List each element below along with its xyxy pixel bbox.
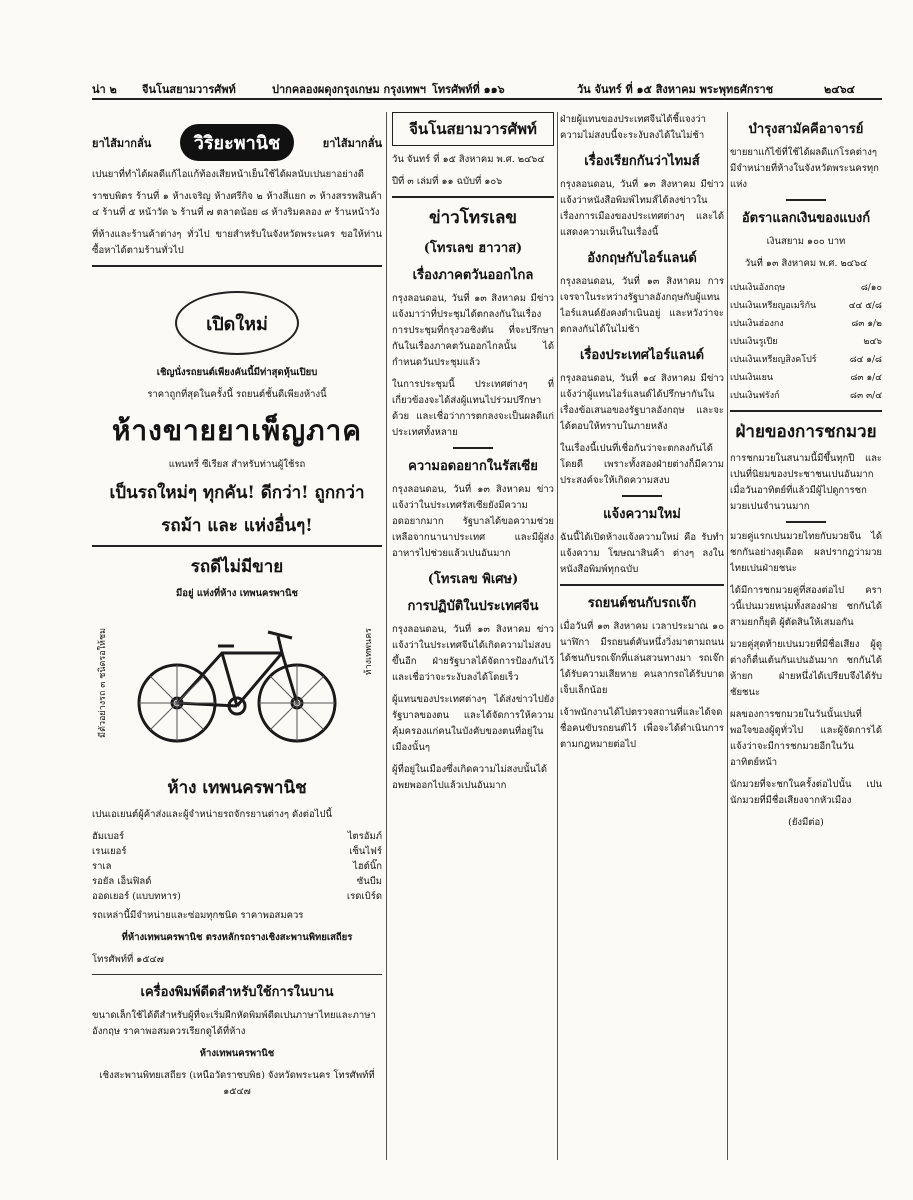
rate-value: ๘๓ ๑/๒ — [851, 319, 882, 329]
divider — [622, 495, 662, 497]
rate-label: เปนเงินเหรียญอเมริกัน — [730, 301, 817, 311]
rate-label: เปนเงินอังกฤษ — [730, 283, 786, 293]
store-desc: เปนเอเยนต์ผู้ค้าส่งและผู้จำหน่ายรถจักรยานต่างๆ ดังต่อไปนี้ — [92, 809, 332, 820]
divider — [392, 196, 554, 198]
article-heading: อังกฤษกับไอร์แลนด์ — [587, 251, 697, 266]
store-address: ที่ห้างเทพนครพานิช ตรงหลักรถรางเชิงสะพานพิทยเสถียร — [121, 932, 353, 943]
rate-row — [730, 332, 882, 350]
masthead-date: วัน จันทร์ ที่ ๑๕ สิงหาคม พ.ศ. ๒๔๖๔ — [392, 154, 545, 165]
open-badge: เปิดใหม่ — [175, 291, 299, 355]
shop-name: ห้างขายยาเพ็ญภาค — [111, 414, 363, 447]
brand-name: ไตรอัมภ์ — [347, 831, 382, 842]
article-text: กรุงลอนดอน, วันที่ ๑๓ สิงหาคม ข่าวแจ้งว่าในประเทศจีนได้เกิดความไม่สงบขึ้นอีก ฝ่ายรัฐบาลได้จัดการป้องกันไว้ และเชื่อว่าจะระงับลงได้โดยเร็ว — [392, 624, 554, 683]
article-text: มวยคู่แรกเปนมวยไทยกับมวยจีน ได้ชกกันอย่างดุเดือด ผลปรากฏว่ามวยไทยเปนฝ่ายชนะ — [730, 531, 882, 574]
slogan-line-2: รถม้า และ แห่งอื่นๆ! — [161, 516, 313, 536]
office-address: ปากคลองผดุงกรุงเกษม กรุงเทพฯ — [272, 83, 426, 96]
article-text: กรุงลอนดอน, วันที่ ๑๓ สิงหาคม มีข่าวแจ้งว่าหนังสือพิมพ์ไทมส์ได้ลงข่าวในเรื่องการเมืองของประเทศต่างๆ และได้แสดงความเห็นในเรื่องนี้ — [560, 179, 724, 238]
brand-name: ออดเยอร์ (แบบทหาร) — [92, 891, 181, 902]
continued-note: (ยังมีต่อ) — [788, 817, 824, 828]
masthead-title: จีนโนสยามวารศัพท์ — [392, 112, 554, 146]
section-subtitle: (โทรเลข ฮาวาส) — [423, 241, 523, 256]
issue-year: ๒๔๖๔ — [824, 83, 855, 96]
masthead-issue: ปีที่ ๓ เล่มที่ ๑๑ ฉบับที่ ๑๐๖ — [392, 176, 503, 187]
section-title: ฝ่ายของการชกมวย — [735, 422, 877, 442]
rate-row — [730, 368, 882, 386]
article-heading: การปฏิบัติในประเทศจีน — [407, 599, 539, 614]
ad-text: ขายยาแก้ไข้ที่ใช้ได้ผลดีแก่โรคต่างๆ มีจำหน่ายที่ห้างในจังหวัดพระนครทุกแห่ง — [730, 147, 879, 190]
page-header — [92, 72, 882, 100]
rate-value: ๘/๑๐ — [860, 283, 882, 293]
brand-name: ฮัมเบอร์ — [92, 831, 125, 842]
brand-row — [92, 874, 382, 889]
brand-name: เรนเยอร์ — [92, 846, 127, 857]
article-heading: เรื่องเรียกกันว่าไทมส์ — [584, 154, 700, 169]
column-divider — [386, 112, 387, 1160]
rates-subtitle: เงินสยาม ๑๐๐ บาท — [766, 236, 846, 247]
rate-row — [730, 386, 882, 404]
article-text: กรุงลอนดอน, วันที่ ๑๓ สิงหาคม การเจรจาในระหว่างรัฐบาลอังกฤษกับผู้แทนไอร์แลนด์ยังคงดำเนินอยู่ และหวังว่าจะตกลงกันได้ในไม่ช้า — [560, 276, 724, 335]
typewriter-text: ขนาดเล็กใช้ได้ดีสำหรับผู้ที่จะเริ่มฝึกหัดพิมพ์ดีดเปนภาษาไทยและภาษาอังกฤษ ราคาพอสมควรเรียกดูได้ที่ห้าง — [92, 1010, 376, 1037]
bike-side-note-left: มีตัวอย่างรถ ๓ ชนิดรอให้ชม — [98, 628, 108, 738]
invite-sub: ราคาถูกที่สุดในครั้งนี้ รถยนต์ชั้นดีเพียงห้างนี้ — [147, 389, 327, 400]
ad-note: ที่ห้างและร้านค้าต่างๆ ทั่วไป ขายสำหรับในจังหวัดพระนคร ขอให้ท่านซื้อหาได้ตามร้านทั่วไป — [92, 229, 382, 256]
article-text: การชกมวยในสนามนี้มีขึ้นทุกปี และเปนที่นิยมของประชาชนเปนอันมาก เมื่อวันอาทิตย์ที่แล้วมีผู้ไปดูการชกมวยเปนจำนวนมาก — [730, 453, 882, 512]
section-title: ข่าวโทรเลข — [428, 208, 518, 228]
brand-name: รอยัล เอ็นฟิลด์ — [92, 876, 152, 887]
bike-ad-title: รถดีไม่มีขาย — [190, 557, 284, 577]
rate-label: เปนเงินฮ่องกง — [730, 319, 784, 329]
typewriter-address: เชิงสะพานพิทยเสถียร (เหนือวัดราชบพิธ) จังหวัดพระนคร โทรศัพท์ที่ ๑๕๔๗ — [99, 1070, 375, 1097]
bike-ad-sub: มีอยู่ แห่งที่ห้าง เทพนครพานิช — [176, 588, 298, 599]
office-phone: โทรศัพท์ที่ ๑๑๖ — [432, 83, 505, 96]
rate-value: ๘๔ ๑/๘ — [849, 355, 882, 365]
article-text: ผู้แทนของประเทศต่างๆ ได้ส่งข่าวไปยังรัฐบาลของตน และได้จัดการให้ความคุ้มครองแก่คนในบังคับของตนที่อยู่ในเมืองนั้นๆ — [392, 694, 554, 753]
article-text: ผู้ที่อยู่ในเมืองซึ่งเกิดความไม่สงบนั้นได้อพยพออกไปแล้วเปนอันมาก — [392, 764, 548, 791]
rate-row — [730, 314, 882, 332]
brand-logo: วิริยะพานิช — [180, 124, 294, 161]
exchange-rate-table — [730, 278, 882, 404]
invite-line: เชิญนั่งรถยนต์เพียงคันนี้มีท่าสุดหุ้นเปิยบ — [156, 367, 318, 378]
news-column-1 — [392, 112, 554, 1160]
article-heading: แจ้งความใหม่ — [603, 507, 681, 522]
rate-label: เปนเงินเยน — [730, 373, 774, 383]
article-text: ฝ่ายผู้แทนของประเทศจีนได้ชี้แจงว่าความไม่สงบนี้จะระงับลงได้ในไม่ช้า — [560, 114, 706, 141]
rate-label: เปนเงินฟรังก์ — [730, 391, 780, 401]
rate-row — [730, 350, 882, 368]
brand-name: เรดเบิร์ด — [346, 891, 382, 902]
article-text: นักมวยที่จะชกในครั้งต่อไปนั้น เปนนักมวยที่มีชื่อเสียงจากหัวเมือง — [730, 779, 882, 806]
brand-row — [92, 889, 382, 904]
ad-agents: ราชบพิตร ร้านที่ ๑ ห้างเจริญ ห้างศรีกิจ ๒ ห้างสี่แยก ๓ ห้างสรรพสินค้า ๔ ร้านที่ ๕ หน้าวัด ๖ ร้านที่ ๗ ตลาดน้อย ๘ ห้างริมคลอง ๙ ร้านหน้าวัง — [92, 191, 382, 218]
article-text: ฉันนี้ได้เปิดห้างแจ้งความใหม่ คือ รับทำแจ้งความ โฆษณาสินค้า ต่างๆ ลงในหนังสือพิมพ์ทุกฉบับ — [560, 532, 724, 575]
article-heading: ความอดอยากในรัสเซีย — [408, 459, 538, 474]
divider — [92, 265, 382, 267]
typewriter-shop: ห้างเทพนครพานิช — [199, 1048, 275, 1059]
store-note: รถเหล่านี้มีจำหน่ายและซ่อมทุกชนิด ราคาพอสมควร — [92, 910, 304, 921]
rates-date: วันที่ ๑๓ สิงหาคม พ.ศ. ๒๔๖๔ — [744, 258, 868, 269]
brand-name: ซันบีม — [356, 876, 382, 887]
rate-value: ๘๓ ๓/๔ — [850, 391, 882, 401]
column-divider — [727, 112, 728, 1160]
article-text: เจ้าพนักงานได้ไปตรวจสถานที่และได้จดชื่อคนขับรถยนต์ไว้ เพื่อจะได้ดำเนินการตามกฎหมายต่อไป — [560, 707, 724, 750]
article-text: กรุงลอนดอน, วันที่ ๑๓ สิงหาคม มีข่าวแจ้งมาว่าที่ประชุมได้ตกลงกันในเรื่องการประชุมที่กรุงวอชิงตัน ที่จะปรึกษากันในเรื่องภาคตวันออกไกลนั้น ได้กำหนดวันประชุมแล้ว — [392, 293, 554, 368]
brand-name: เซ็นไฟร์ — [349, 846, 382, 857]
rate-value: ๒๔๖ — [863, 337, 882, 347]
divider — [786, 199, 826, 201]
article-text: กรุงลอนดอน, วันที่ ๑๓ สิงหาคม ข่าวแจ้งว่าในประเทศรัสเซียยังมีความอดอยากมาก รัฐบาลได้ขอความช่วยเหลือจากนานาประเทศ และมีผู้ส่งอาหารไปช่วยแล้วเปนอันมาก — [392, 484, 554, 559]
brand-name: ไฮต์นิ๊ก — [353, 861, 382, 872]
news-column-2 — [560, 112, 724, 1160]
rate-value: ๘๓ ๑/๔ — [850, 373, 882, 383]
article-heading: รถยนต์ชนกับรถเจ๊ก — [587, 596, 697, 611]
ads-column — [92, 112, 382, 1160]
header-rule — [92, 98, 882, 100]
viriya-ad-header — [92, 124, 382, 161]
article-heading: เรื่องภาคตวันออกไกล — [412, 268, 534, 283]
brand-tag-right: ยาไส้มากลั่น — [322, 136, 382, 150]
typewriter-title: เครื่องพิมพ์ดีดสำหรับใช้การในบาน — [140, 985, 334, 1000]
divider — [453, 447, 493, 449]
page-number: น่า ๒ — [92, 83, 117, 96]
ad-intro: เปนยาที่ทำได้ผลดีแก้ไอแก้ท้องเสียหน้าเย็นใช้ได้ผลนับเปนยาอย่างดี — [92, 169, 364, 180]
brand-row — [92, 829, 382, 844]
rate-label: เปนเงินเหรียญสิงคโปร์ — [730, 355, 817, 365]
bicycle-illustration — [92, 608, 382, 768]
paper-name: จีนโนสยามวารศัพท์ — [142, 83, 236, 96]
article-text: กรุงลอนดอน, วันที่ ๑๔ สิงหาคม มีข่าวแจ้งว่าผู้แทนไอร์แลนด์ได้ปรึกษากันในเรื่องข้อเสนอของรัฐบาลอังกฤษ และจะได้ตอบให้ทราบในภายหลัง — [560, 373, 724, 432]
divider — [92, 545, 382, 547]
article-text: เมื่อวันที่ ๑๓ สิงหาคม เวลาประมาณ ๑๐ นาฬิกา มีรถยนต์คันหนึ่งวิ่งมาตามถนน ได้ชนกับรถเจ๊กที่แล่นสวนทางมา รถเจ๊กได้รับความเสียหาย คนลากรถได้รับบาดเจ็บเล็กน้อย — [560, 621, 724, 696]
article-text: มวยคู่สุดท้ายเปนมวยที่มีชื่อเสียง ผู้ดูต่างก็ตื่นเต้นกันเปนอันมาก ชกกันได้ห้ายก ฝ่ายหนึ่งได้เปรียบจึงได้รับชัยชนะ — [730, 639, 882, 698]
article-text: ในการประชุมนี้ ประเทศต่างๆ ที่เกี่ยวข้องจะได้ส่งผู้แทนไปร่วมปรึกษาด้วย และเชื่อว่าการตกลงจะเป็นผลดีแก่ประเทศทั้งหลาย — [392, 379, 554, 438]
column-divider — [557, 112, 558, 1160]
article-heading: (โทรเลข พิเศษ) — [427, 572, 519, 587]
rate-label: เปนเงินรูเปีย — [730, 337, 778, 347]
store-name: ห้าง เทพนครพานิช — [167, 778, 307, 798]
bicycle-icon — [132, 618, 342, 748]
article-heading: เรื่องประเทศไอร์แลนด์ — [579, 348, 705, 363]
rates-title: อัตราแลกเงินของแบงก์ — [741, 211, 871, 226]
brand-name: ราเล — [92, 861, 112, 872]
bicycle-brand-list — [92, 829, 382, 904]
rate-row — [730, 296, 882, 314]
store-phone: โทรศัพท์ที่ ๑๕๔๗ — [92, 954, 164, 965]
article-text: ในเรื่องนี้เปนที่เชื่อกันว่าจะตกลงกันได้โดยดี เพราะทั้งสองฝ่ายต่างก็มีความประสงค์จะให้เกิดความสงบ — [560, 443, 724, 486]
brand-tag-left: ยาไส้มากลั่น — [92, 136, 152, 150]
issue-date: วัน จันทร์ ที่ ๑๕ สิงหาคม พระพุทธศักราช — [577, 83, 774, 96]
rate-row — [730, 278, 882, 296]
article-text: ผลของการชกมวยในวันนั้นเปนที่พอใจของผู้ดูทั่วไป และผู้จัดการได้แจ้งว่าจะมีการชกมวยอีกในวันอาทิตย์หน้า — [730, 709, 882, 768]
brand-row — [92, 859, 382, 874]
divider — [730, 410, 882, 412]
rate-value: ๔๔ ๕/๘ — [848, 301, 882, 311]
slogan-line-1: เป็นรถใหม่ๆ ทุกคัน! ดีกว่า! ถูกกว่า — [109, 483, 365, 503]
brand-row — [92, 844, 382, 859]
article-text: ได้มีการชกมวยคู่ที่สองต่อไป คราวนี้เปนมวยหนุ่มทั้งสองฝ่าย ชกกันได้สามยกก็ยุติ ผู้ตัดสินให้เสมอกัน — [730, 585, 882, 628]
divider — [560, 584, 724, 586]
divider — [92, 974, 382, 975]
bike-side-note-right: ห้างเทพนคร — [364, 628, 374, 676]
divider — [786, 521, 826, 523]
shop-tag: แพนทรี่ ซีเรียส สำหรับท่านผู้ใช้รถ — [168, 459, 306, 470]
news-column-3 — [730, 112, 882, 1160]
ad-title: บำรุงสามัคคีอาจารย์ — [748, 122, 864, 137]
